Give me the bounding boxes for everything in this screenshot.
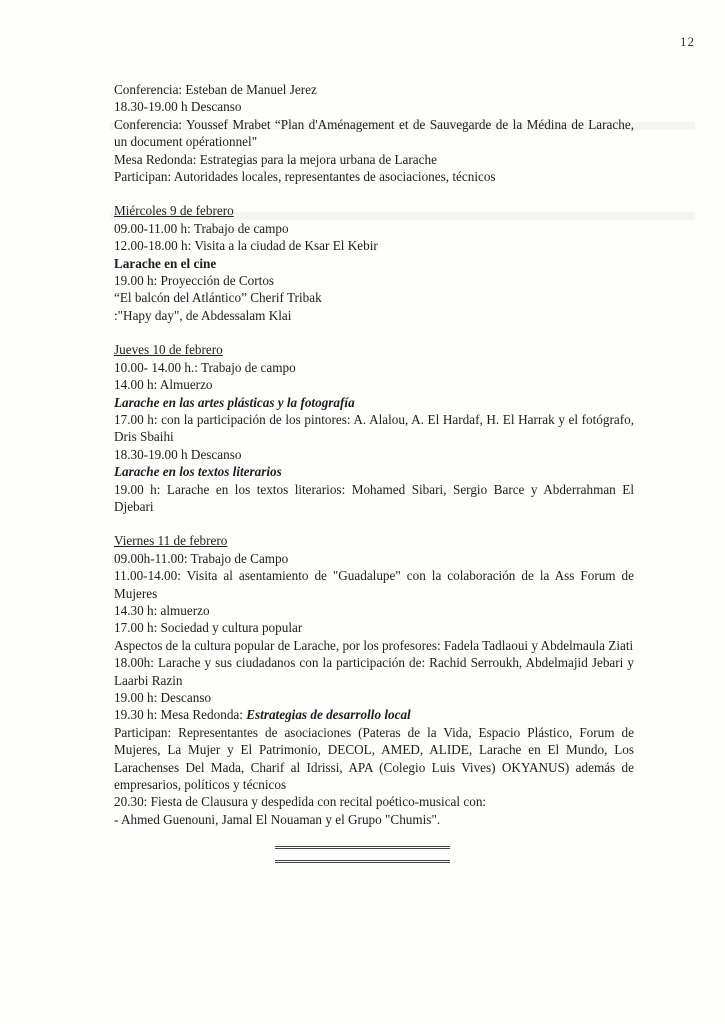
text-line: :"Hapy day", de Abdessalam Klai bbox=[114, 307, 292, 323]
text-line: 09.00h-11.00: Trabajo de Campo bbox=[114, 550, 289, 566]
text-line: Aspectos de la cultura popular de Larache, por los profesores: Fadela Tadlaoui y Abdelmaula Ziati bbox=[114, 637, 634, 653]
double-rule-divider bbox=[275, 846, 450, 849]
schedule-block-intro bbox=[114, 81, 634, 185]
schedule-day-thursday bbox=[114, 341, 634, 515]
text-line: Conferencia: Youssef Mrabet “Plan d'Aménagement et de Sauvegarde de la Médina de Larache, un document opérationnel" bbox=[114, 116, 634, 150]
text-line: 19.00 h: Proyección de Cortos bbox=[114, 273, 275, 289]
text-line bbox=[114, 706, 634, 723]
text-line: 11.00-14.00: Visita al asentamiento de "Guadalupe" con la colaboración de la Ass Forum de Mujeres bbox=[114, 568, 634, 601]
text-line: “El balcón del Atlántico” Cherif Tribak bbox=[114, 290, 322, 306]
day-date: Jueves 10 de febrero bbox=[114, 342, 223, 358]
day-date: Miércoles 9 de febrero bbox=[114, 203, 234, 219]
section-heading: Larache en el cine bbox=[114, 255, 217, 271]
text-line: Conferencia: Esteban de Manuel Jerez bbox=[114, 82, 317, 97]
spacer bbox=[114, 185, 634, 202]
section-heading: Larache en los textos literarios bbox=[114, 464, 282, 480]
text-line: 14.30 h: almuerzo bbox=[114, 602, 210, 618]
text-line: 12.00-18.00 h: Visita a la ciudad de Ksar El Kebir bbox=[114, 238, 378, 254]
text-line: 10.00- 14.00 h.: Trabajo de campo bbox=[114, 359, 296, 375]
text-line: 18.30-19.00 h Descanso bbox=[114, 99, 242, 115]
double-rule-divider bbox=[275, 860, 450, 863]
page-number: 12 bbox=[680, 34, 695, 49]
section-heading: Larache en las artes plásticas y la fotografía bbox=[114, 394, 355, 410]
text-line: Mesa Redonda: Estrategias para la mejora urbana de Larache bbox=[114, 151, 437, 167]
day-date: Viernes 11 de febrero bbox=[114, 533, 228, 549]
text-line: 19.00 h: Descanso bbox=[114, 690, 212, 705]
roundtable-title: Estrategias de desarrollo local bbox=[246, 707, 411, 723]
text-line: - Ahmed Guenouni, Jamal El Nouaman y el Grupo "Chumis". bbox=[114, 811, 441, 827]
text-line: 17.00 h: Sociedad y cultura popular bbox=[114, 620, 303, 636]
text-line: 20.30: Fiesta de Clausura y despedida con recital poético-musical con: bbox=[114, 794, 487, 810]
text-line: 18.30-19.00 h Descanso bbox=[114, 446, 242, 462]
schedule-day-wednesday bbox=[114, 202, 634, 324]
text-line: 09.00-11.00 h: Trabajo de campo bbox=[114, 220, 289, 236]
spacer bbox=[114, 324, 634, 341]
text-prefix: 19.30 h: Mesa Redonda: bbox=[114, 707, 247, 723]
text-line: Participan: Autoridades locales, representantes de asociaciones, técnicos bbox=[114, 169, 496, 185]
text-line: 14.00 h: Almuerzo bbox=[114, 377, 213, 393]
document-body bbox=[114, 81, 634, 828]
text-line: 19.00 h: Larache en los textos literarios: Mohamed Sibari, Sergio Barce y Abderrahman El Djebari bbox=[114, 481, 634, 514]
spacer bbox=[114, 515, 634, 532]
text-line: 18.00h: Larache y sus ciudadanos con la participación de: Rachid Serroukh, Abdelmajid Jebari y Laarbi Razin bbox=[114, 655, 634, 688]
schedule-day-friday bbox=[114, 532, 634, 828]
text-line: Participan: Representantes de asociaciones (Pateras de la Vida, Espacio Plástico, Forum de Mujeres, La Mujer y El Patrimonio, DECOL, AMED, ALIDE, Larache en El Mundo, Los Larachenses Del Mada, Charif al Idrissi, APA (Colegio Luis Vives) OKYANUS) además de empresarios, políticos y técnicos bbox=[114, 724, 634, 793]
text-line: 17.00 h: con la participación de los pintores: A. Alalou, A. El Hardaf, H. El Harrak y el fotógrafo, Dris Sbaihi bbox=[114, 411, 634, 445]
